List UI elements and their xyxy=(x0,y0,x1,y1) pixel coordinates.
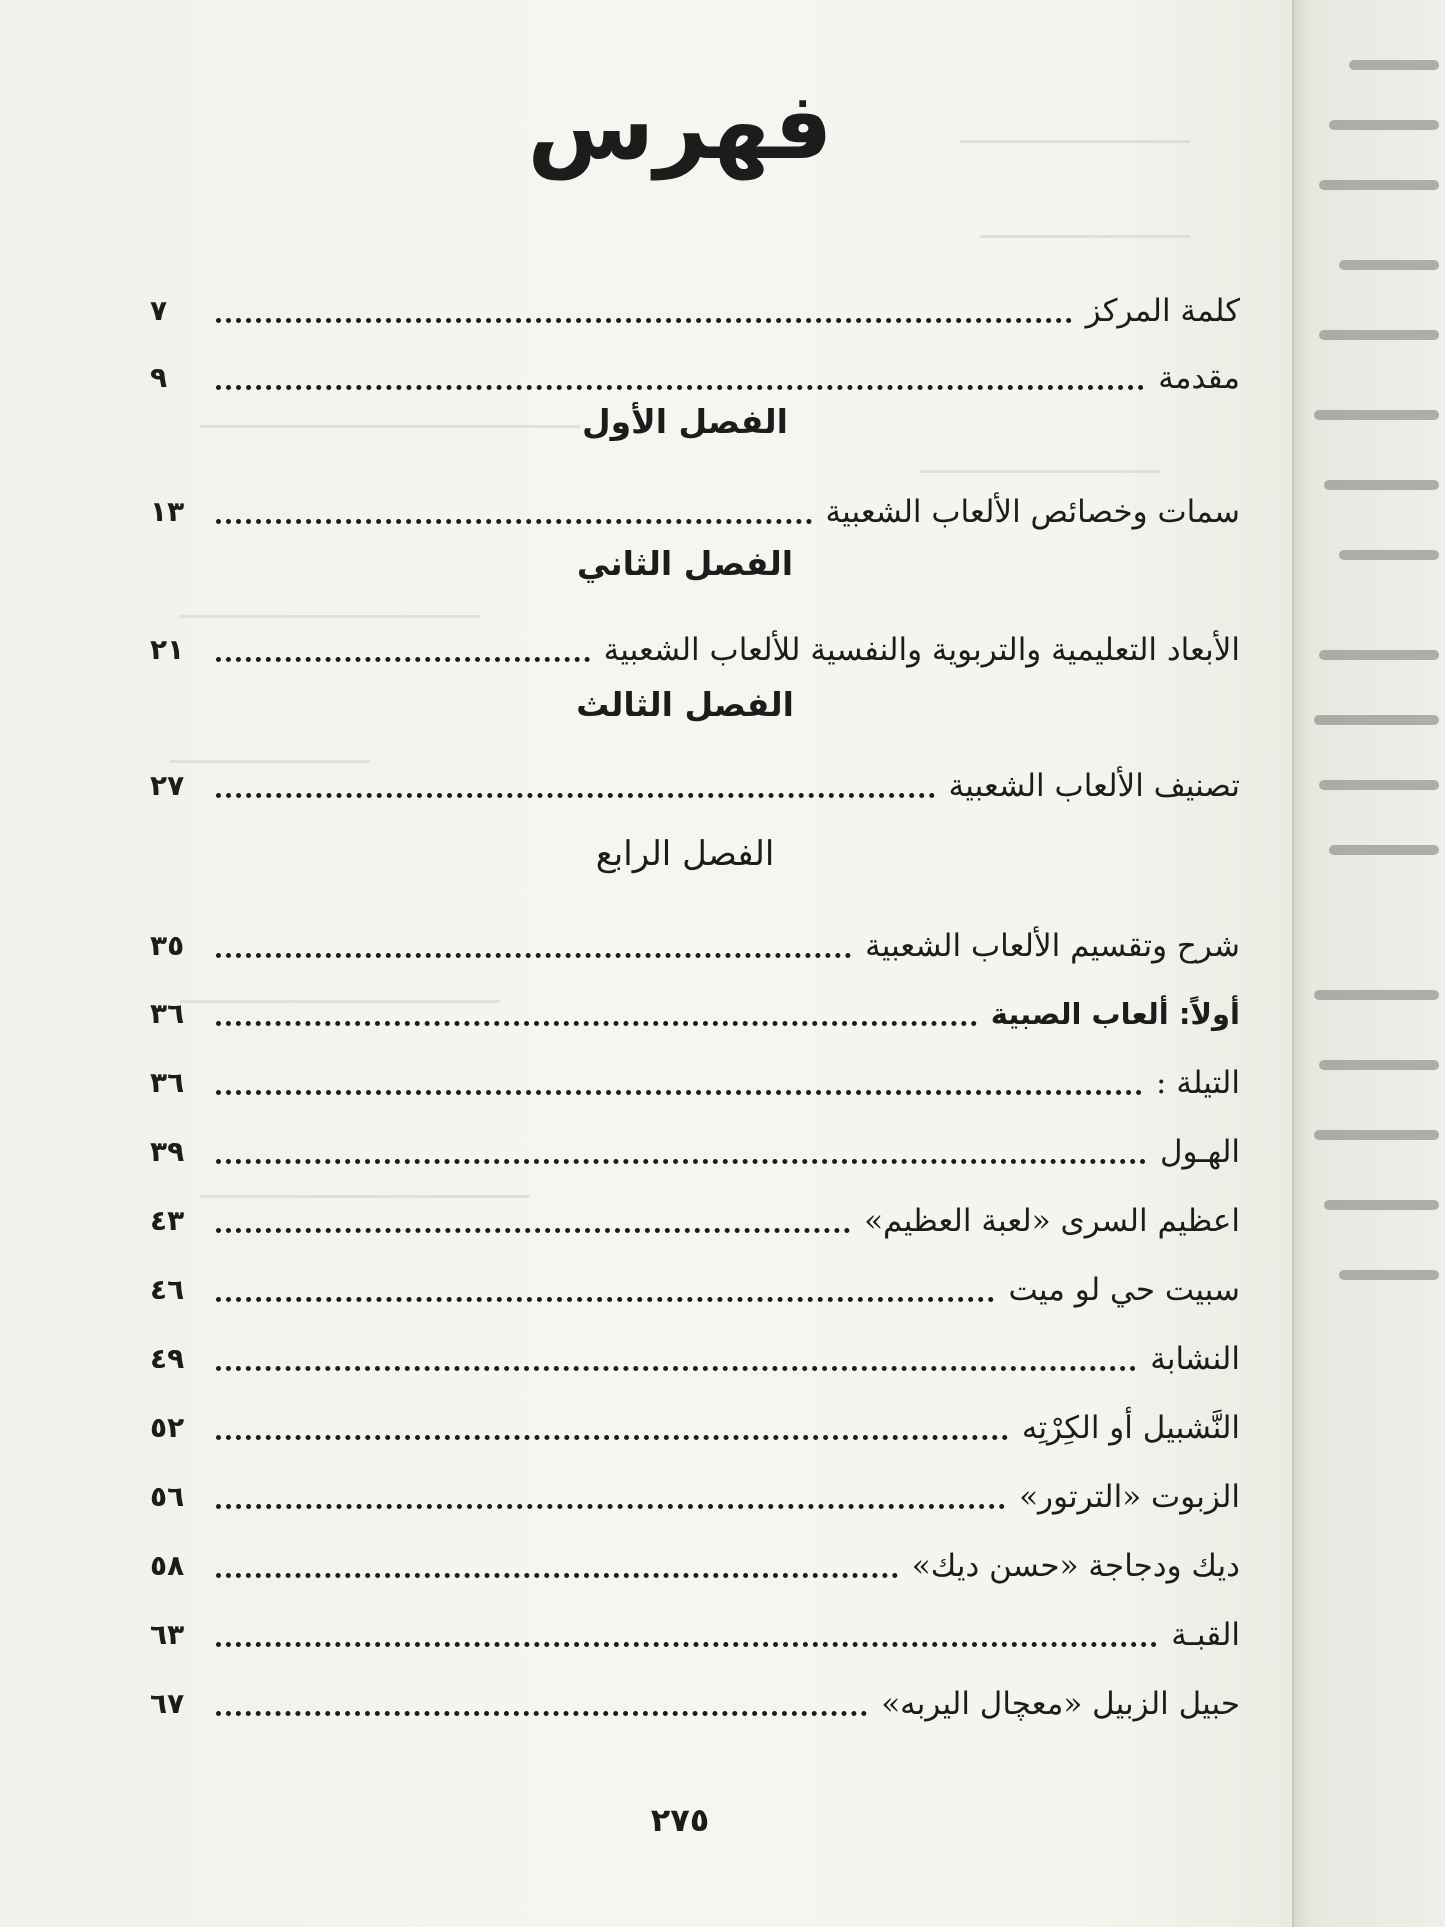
dot-leader xyxy=(216,1642,1157,1647)
illegible-text-line xyxy=(1329,120,1439,130)
chapter-heading: الفصل الأول xyxy=(582,402,788,441)
entry-label: تصنيف الألعاب الشعبية xyxy=(948,768,1240,804)
chapter-heading: الفصل الثاني xyxy=(576,544,794,583)
entry-label: التيلة : xyxy=(1156,1065,1240,1101)
entry-page-number: ٣٥ xyxy=(150,929,185,962)
dot-leader xyxy=(216,1297,994,1302)
entry-label: شرح وتقسيم الألعاب الشعبية xyxy=(865,928,1240,964)
entry-page-number: ٤٩ xyxy=(150,1342,185,1375)
chapter-heading: الفصل الرابع xyxy=(595,834,775,874)
illegible-text-line xyxy=(1314,715,1439,725)
dot-leader xyxy=(216,1573,898,1578)
illegible-text-line xyxy=(1314,990,1439,1000)
toc-entry xyxy=(150,986,1240,1034)
entry-page-number: ٦٧ xyxy=(150,1687,185,1720)
toc-entry xyxy=(150,1676,1240,1724)
entry-page-number: ٥٦ xyxy=(150,1480,185,1513)
dot-leader xyxy=(216,1090,1142,1095)
dot-leader xyxy=(216,1504,1005,1509)
entry-page-number: ١٣ xyxy=(150,495,185,528)
dot-leader xyxy=(216,953,851,958)
entry-label: سمات وخصائص الألعاب الشعبية xyxy=(825,494,1240,530)
illegible-text-line xyxy=(1319,1060,1439,1070)
toc-entry xyxy=(150,1262,1240,1310)
toc-entry xyxy=(150,283,1240,331)
entry-page-number: ٣٦ xyxy=(150,997,185,1030)
illegible-text-line xyxy=(1324,480,1439,490)
show-through-line xyxy=(960,140,1190,143)
entry-page-number: ٩ xyxy=(150,361,168,394)
dot-leader xyxy=(216,519,812,524)
dot-leader xyxy=(216,318,1072,323)
entry-page-number: ٦٣ xyxy=(150,1618,185,1651)
entry-label: الأبعاد التعليمية والتربوية والنفسية للألعاب الشعبية xyxy=(603,632,1240,668)
entry-label: الزبوت «الترتور» xyxy=(1019,1479,1240,1515)
illegible-text-line xyxy=(1314,410,1439,420)
dot-leader xyxy=(216,1021,977,1026)
dot-leader xyxy=(216,1711,867,1716)
toc-entry xyxy=(150,1055,1240,1103)
illegible-text-line xyxy=(1339,260,1439,270)
chapter-heading: الفصل الثالث xyxy=(576,685,794,724)
entry-label: النَّشبيل أو الكِرْتِه xyxy=(1021,1410,1240,1446)
entry-label: حبيل الزبيل «معچال اليربه» xyxy=(881,1686,1240,1722)
illegible-text-line xyxy=(1319,180,1439,190)
dot-leader xyxy=(216,1366,1136,1371)
entry-label: الهـول xyxy=(1160,1134,1240,1170)
show-through-line xyxy=(920,470,1160,473)
entry-page-number: ٣٦ xyxy=(150,1066,185,1099)
illegible-text-line xyxy=(1324,1200,1439,1210)
toc-entry xyxy=(150,758,1240,806)
page-number-footer: ٢٧٥ xyxy=(650,1801,710,1839)
illegible-text-line xyxy=(1329,845,1439,855)
entry-page-number: ٥٨ xyxy=(150,1549,185,1582)
toc-entry xyxy=(150,1469,1240,1517)
entry-label: اعظيم السرى «لعبة العظيم» xyxy=(864,1203,1240,1239)
adjacent-page-edge xyxy=(1292,0,1445,1927)
toc-entry xyxy=(150,1607,1240,1655)
entry-label: النشابة xyxy=(1150,1341,1240,1377)
show-through-line xyxy=(980,235,1190,238)
entry-page-number: ٤٦ xyxy=(150,1273,185,1306)
dot-leader xyxy=(216,1159,1146,1164)
illegible-text-line xyxy=(1339,1270,1439,1280)
show-through-line xyxy=(180,615,480,618)
entry-label: مقدمة xyxy=(1158,360,1240,396)
illegible-text-line xyxy=(1319,330,1439,340)
entry-label: سبيت حي لو ميت xyxy=(1008,1272,1240,1308)
entry-page-number: ٤٣ xyxy=(150,1204,185,1237)
illegible-text-line xyxy=(1314,1130,1439,1140)
dot-leader xyxy=(216,385,1144,390)
illegible-text-line xyxy=(1339,550,1439,560)
entry-page-number: ٣٩ xyxy=(150,1135,185,1168)
dot-leader xyxy=(216,1435,1008,1440)
dot-leader xyxy=(216,793,935,798)
entry-label: كلمة المركز xyxy=(1085,293,1240,329)
dot-leader xyxy=(216,657,590,662)
illegible-text-line xyxy=(1319,650,1439,660)
toc-entry xyxy=(150,1193,1240,1241)
entry-label: القبـة xyxy=(1171,1617,1240,1653)
illegible-text-line xyxy=(1319,780,1439,790)
dot-leader xyxy=(216,1228,850,1233)
entry-page-number: ٢٧ xyxy=(150,769,185,802)
entry-page-number: ٧ xyxy=(150,294,168,327)
toc-entry xyxy=(150,1538,1240,1586)
toc-entry xyxy=(150,622,1240,670)
toc-entry xyxy=(150,484,1240,532)
toc-entry xyxy=(150,1400,1240,1448)
entry-label: أولاً: ألعاب الصبية xyxy=(990,997,1240,1031)
entry-page-number: ٢١ xyxy=(150,633,185,666)
entry-page-number: ٥٢ xyxy=(150,1411,185,1444)
entry-label: ديك ودجاجة «حسن ديك» xyxy=(911,1548,1240,1584)
page-title: فهرس xyxy=(527,73,833,180)
toc-entry xyxy=(150,350,1240,398)
toc-entry xyxy=(150,1331,1240,1379)
toc-entry xyxy=(150,918,1240,966)
illegible-text-line xyxy=(1349,60,1439,70)
toc-entry xyxy=(150,1124,1240,1172)
